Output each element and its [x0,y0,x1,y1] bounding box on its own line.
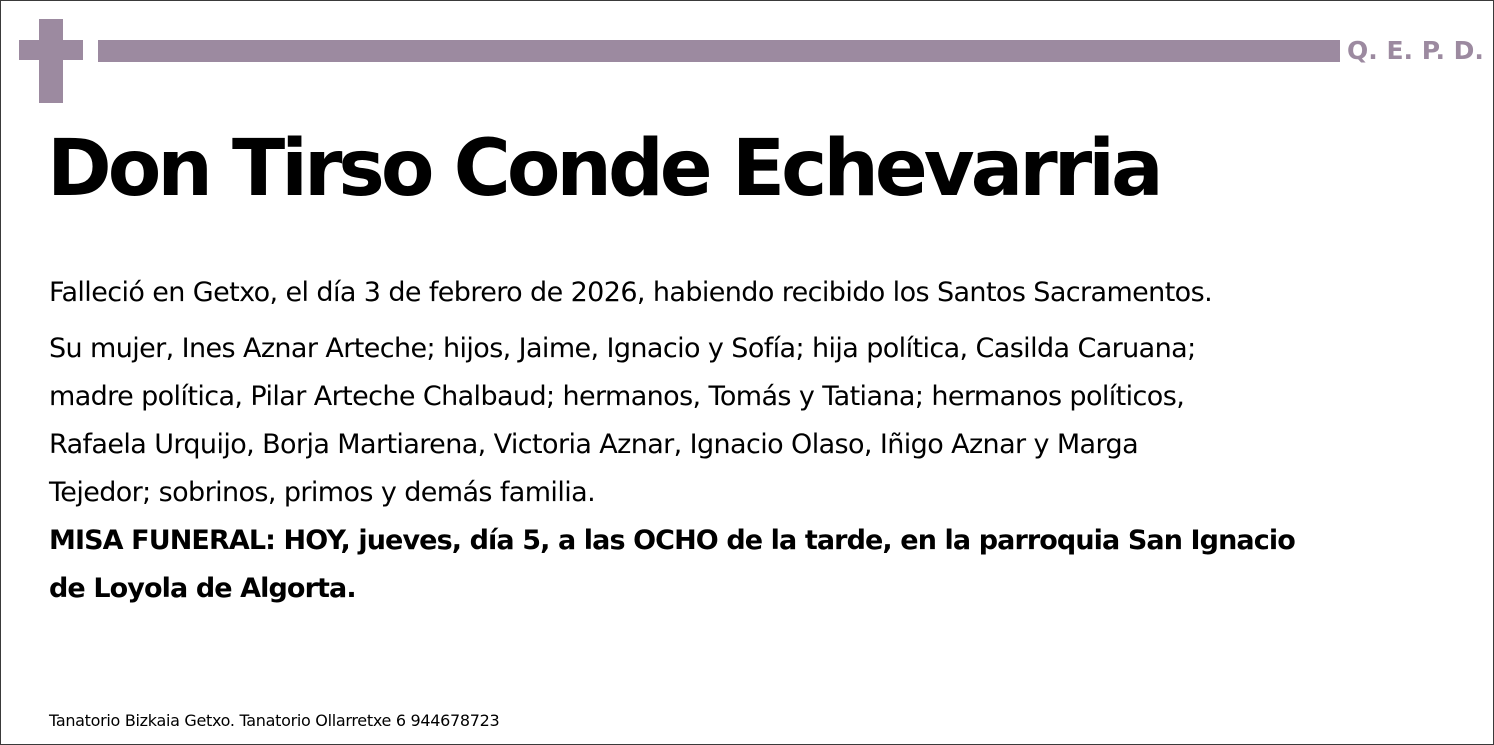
funeral-home-footer: Tanatorio Bizkaia Getxo. Tanatorio Ollarretxe 6 944678723 [49,711,500,730]
header-bar [98,40,1340,62]
family-line: madre política, Pilar Arteche Chalbaud; hermanos, Tomás y Tatiana; hermanos políticos, [49,381,1185,412]
funeral-line: MISA FUNERAL: HOY, jueves, día 5, a las OCHO de la tarde, en la parroquia San Ignacio [49,525,1295,556]
family-line: Su mujer, Ines Aznar Arteche; hijos, Jaime, Ignacio y Sofía; hija política, Casilda Caruana; [49,333,1196,364]
deceased-name: Don Tirso Conde Echevarria [47,124,1160,214]
qepd-label: Q. E. P. D. [1347,36,1484,65]
cross-icon [19,19,83,103]
family-line: Tejedor; sobrinos, primos y demás familia. [49,477,596,508]
funeral-paragraph [49,517,1469,613]
death-paragraph: Falleció en Getxo, el día 3 de febrero de 2026, habiendo recibido los Santos Sacramentos. [49,277,1213,308]
family-line: Rafaela Urquijo, Borja Martiarena, Victoria Aznar, Ignacio Olaso, Iñigo Aznar y Marga [49,429,1139,460]
family-paragraph [49,325,1469,517]
funeral-line: de Loyola de Algorta. [49,573,356,604]
